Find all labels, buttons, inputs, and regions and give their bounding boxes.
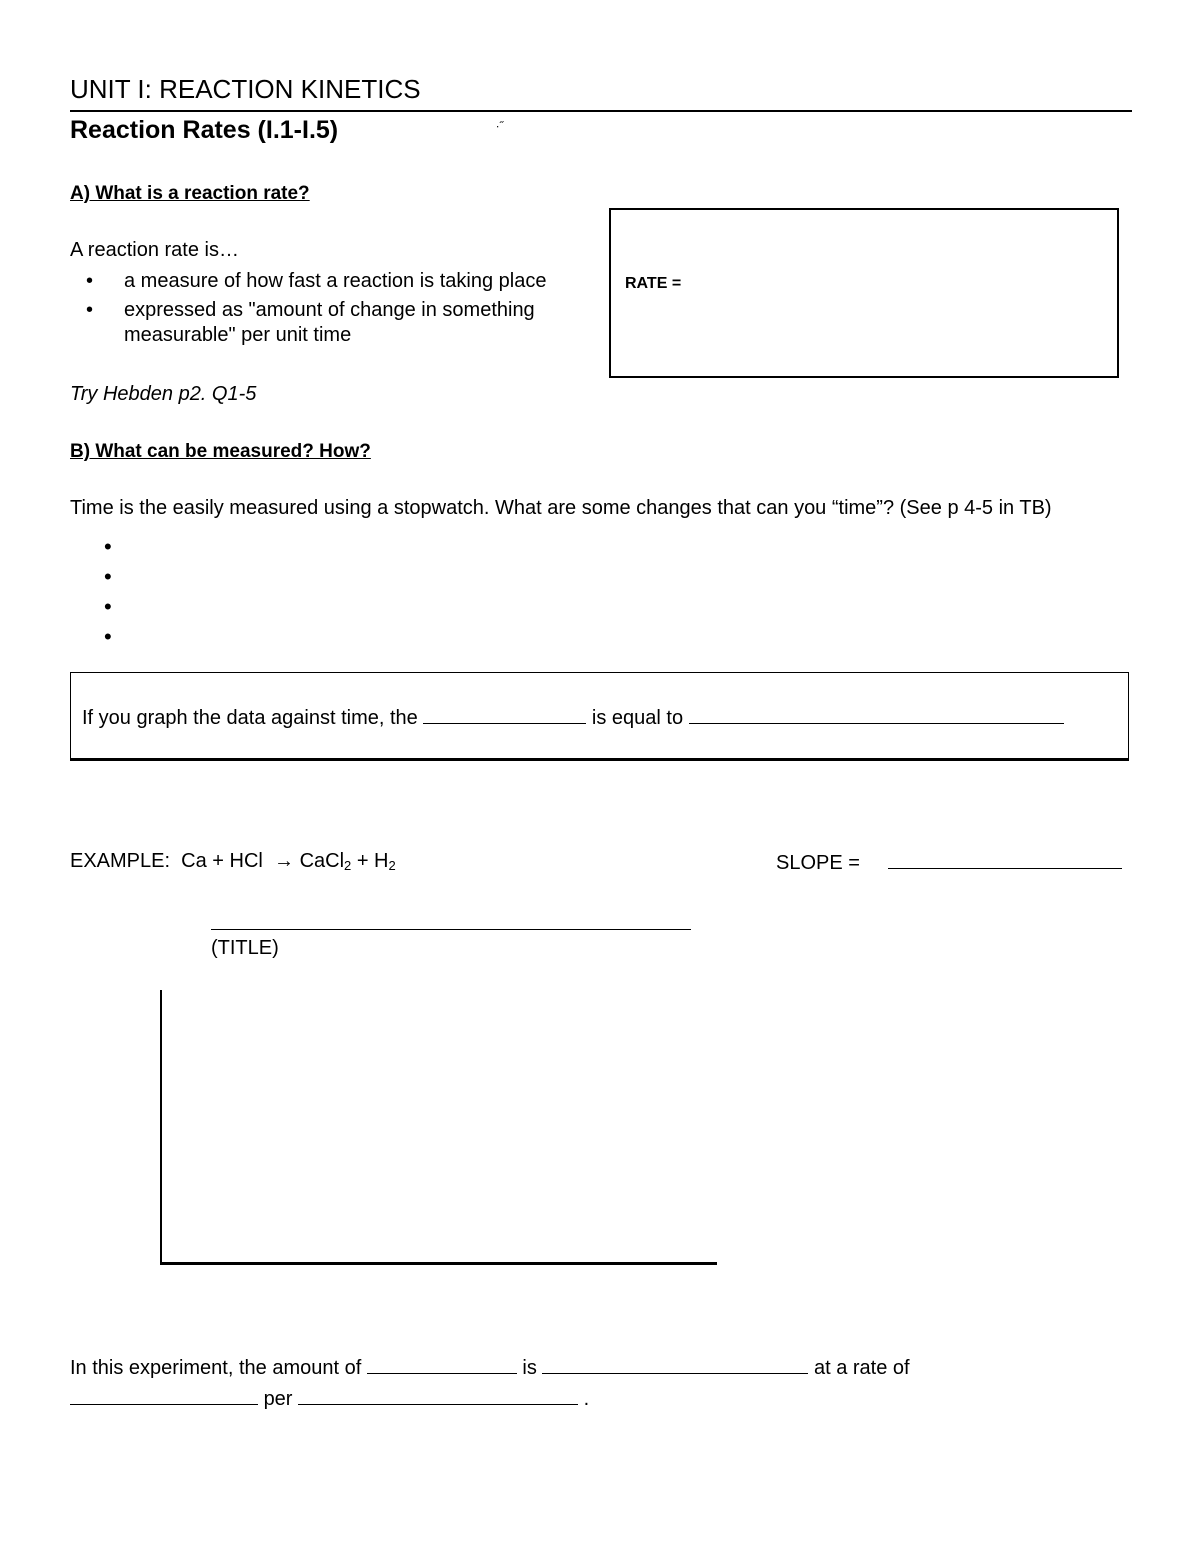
answer-bullets [104, 532, 112, 652]
subscript: 2 [388, 858, 396, 873]
example-equation [70, 850, 396, 873]
change-blank[interactable] [542, 1355, 808, 1374]
graph-x-axis [160, 1262, 717, 1265]
equation-product-cacl: CaCl [299, 850, 345, 872]
graph-title-line[interactable] [211, 929, 691, 930]
header-rule [70, 110, 1132, 112]
conclusion-part1: In this experiment, the amount of [70, 1357, 362, 1379]
conclusion-part3: at a rate of [813, 1357, 910, 1379]
definition-list [86, 267, 546, 324]
graph-statement-part1: If you graph the data against time, the [82, 707, 418, 729]
answer-bullet[interactable]: • [104, 624, 112, 649]
reaction-rate-intro: A reaction rate is… [70, 239, 239, 261]
slope-row [776, 850, 1122, 875]
practice-reference: Try Hebden p2. Q1-5 [70, 383, 257, 405]
slope-blank[interactable] [423, 705, 586, 724]
answer-bullet[interactable]: • [104, 594, 112, 619]
definition-item: • expressed as "amount of change in something [86, 296, 546, 325]
conclusion-line-1 [70, 1353, 910, 1384]
graph-statement-part2: is equal to [591, 707, 684, 729]
time-unit-blank[interactable] [298, 1386, 578, 1405]
answer-bullet[interactable]: • [104, 564, 112, 589]
rate-answer-box[interactable] [609, 208, 1119, 378]
section-b-heading: B) What can be measured? How? [70, 441, 371, 462]
rate-label: RATE = [625, 275, 682, 292]
conclusion-part5: . [583, 1388, 590, 1410]
unit-title: UNIT I: REACTION KINETICS [70, 74, 421, 104]
conclusion-part2: is [522, 1357, 537, 1379]
arrow-icon: → [274, 850, 294, 872]
definition-item-continued: measurable" per unit time [124, 324, 352, 346]
slope-answer-blank[interactable] [888, 850, 1122, 869]
equation-reactants: Ca + HCl [181, 850, 263, 872]
example-label: EXAMPLE: [70, 850, 171, 872]
equation-plus-h: + H [356, 850, 389, 872]
section-a-heading: A) What is a reaction rate? [70, 183, 310, 204]
subscript: 2 [344, 858, 352, 873]
section-title: Reaction Rates (I.1-I.5) [70, 116, 339, 144]
measurement-question: Time is the easily measured using a stopwatch. What are some changes that can you “time”? (See p 4-5 in TB) [70, 497, 1052, 519]
graph-statement [82, 705, 1064, 730]
slope-label: SLOPE = [776, 852, 860, 874]
graph-y-axis [160, 990, 162, 1264]
conclusion-part4: per [263, 1388, 293, 1410]
conclusion-sentence [70, 1353, 910, 1415]
graph-title-label: (TITLE) [211, 937, 279, 959]
rate-amount-blank[interactable] [70, 1386, 258, 1405]
substance-blank[interactable] [367, 1355, 517, 1374]
stray-mark: ∙˝ [496, 119, 504, 133]
conclusion-line-2 [70, 1384, 910, 1415]
definition-item: • a measure of how fast a reaction is taking place [86, 267, 546, 296]
equals-blank[interactable] [689, 705, 1064, 724]
answer-bullet[interactable]: • [104, 534, 112, 559]
